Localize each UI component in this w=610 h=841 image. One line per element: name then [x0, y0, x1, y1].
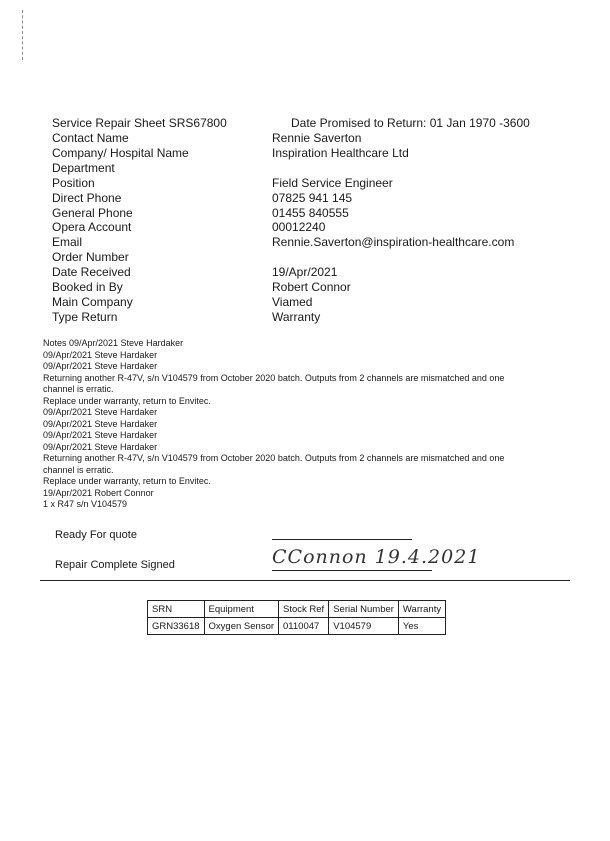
field-value: Inspiration Healthcare Ltd	[272, 145, 409, 160]
note-line: 09/Apr/2021 Steve Hardaker	[43, 349, 158, 360]
field-label: Type Return	[52, 309, 118, 324]
field-label: Date Received	[52, 265, 131, 280]
field-value: 01455 840555	[272, 205, 349, 220]
note-line: 19/Apr/2021 Robert Connor	[43, 487, 154, 498]
note-line: Returning another R-47V, s/n V104579 from October 2020 batch. Outputs from 2 channels are mismatched and one	[43, 372, 505, 383]
field-value: Rennie Saverton	[272, 131, 362, 145]
header-cell: Equipment	[204, 601, 278, 618]
field-value: Robert Connor	[272, 280, 351, 294]
ready-for-quote-label: Ready For quote	[55, 529, 137, 541]
field-label: Department	[52, 160, 115, 175]
cell-warranty: Yes	[398, 618, 445, 635]
note-line: Replace under warranty, return to Envitec.	[43, 476, 211, 486]
note-line: channel is erratic.	[43, 384, 114, 394]
field-value: Field Service Engineer	[272, 175, 393, 190]
repair-complete-label: Repair Complete Signed	[55, 559, 175, 571]
field-label: Position	[52, 175, 95, 190]
note-line: channel is erratic.	[43, 464, 114, 475]
field-value: Rennie.Saverton@inspiration-healthcare.com	[272, 235, 515, 250]
field-value: Warranty	[272, 309, 321, 324]
header-cell: Warranty	[398, 601, 445, 618]
field-value: Viamed	[272, 294, 313, 309]
cell-serial: V104579	[329, 618, 399, 635]
field-label: Opera Account	[52, 220, 132, 235]
note-line: Notes 09/Apr/2021 Steve Hardaker	[43, 338, 184, 348]
note-line: 1 x R47 s/n V104579	[43, 499, 128, 509]
note-line: Returning another R-47V, s/n V104579 from October 2020 batch. Outputs from 2 channels are mismatched and one	[43, 453, 505, 463]
field-label: Booked in By	[52, 280, 123, 294]
field-value: 00012240	[272, 220, 326, 235]
field-label: Direct Phone	[52, 190, 122, 205]
notes	[43, 338, 513, 511]
cell-equipment: Oxygen Sensor	[204, 618, 278, 635]
signature: CConnon 19.4.2021	[272, 546, 481, 568]
field-label: Contact Name	[52, 131, 129, 145]
table-row	[148, 618, 446, 635]
field-label: Main Company	[52, 294, 133, 309]
field-label: Company/ Hospital Name	[52, 145, 189, 160]
field-label: Order Number	[52, 250, 129, 265]
equipment-table	[147, 600, 446, 635]
ready-for-quote-line	[272, 539, 412, 540]
field-label: Email	[52, 235, 83, 250]
field-label: General Phone	[52, 205, 133, 220]
note-line: Replace under warranty, return to Envitec.	[43, 395, 211, 406]
cell-srn: GRN33618	[148, 618, 205, 635]
signature-line	[272, 570, 432, 571]
header-cell: Stock Ref	[279, 601, 329, 618]
note-line: 09/Apr/2021 Steve Hardaker	[43, 418, 158, 429]
header-cell: SRN	[148, 601, 205, 618]
cell-stock-ref: 0110047	[279, 618, 329, 635]
note-line: 09/Apr/2021 Steve Hardaker	[43, 430, 158, 440]
note-line: 09/Apr/2021 Steve Hardaker	[43, 361, 158, 371]
date-promised: Date Promised to Return: 01 Jan 1970 -3600	[291, 116, 530, 130]
header-cell: Serial Number	[329, 601, 399, 618]
table-header-row	[148, 601, 446, 618]
sheet-title: Service Repair Sheet SRS67800	[52, 116, 227, 130]
field-value: 07825 941 145	[272, 190, 353, 205]
field-value: 19/Apr/2021	[272, 265, 338, 280]
divider	[40, 580, 570, 581]
note-line: 09/Apr/2021 Steve Hardaker	[43, 441, 158, 452]
note-line: 09/Apr/2021 Steve Hardaker	[43, 407, 158, 417]
scan-edge-mark	[22, 10, 24, 60]
